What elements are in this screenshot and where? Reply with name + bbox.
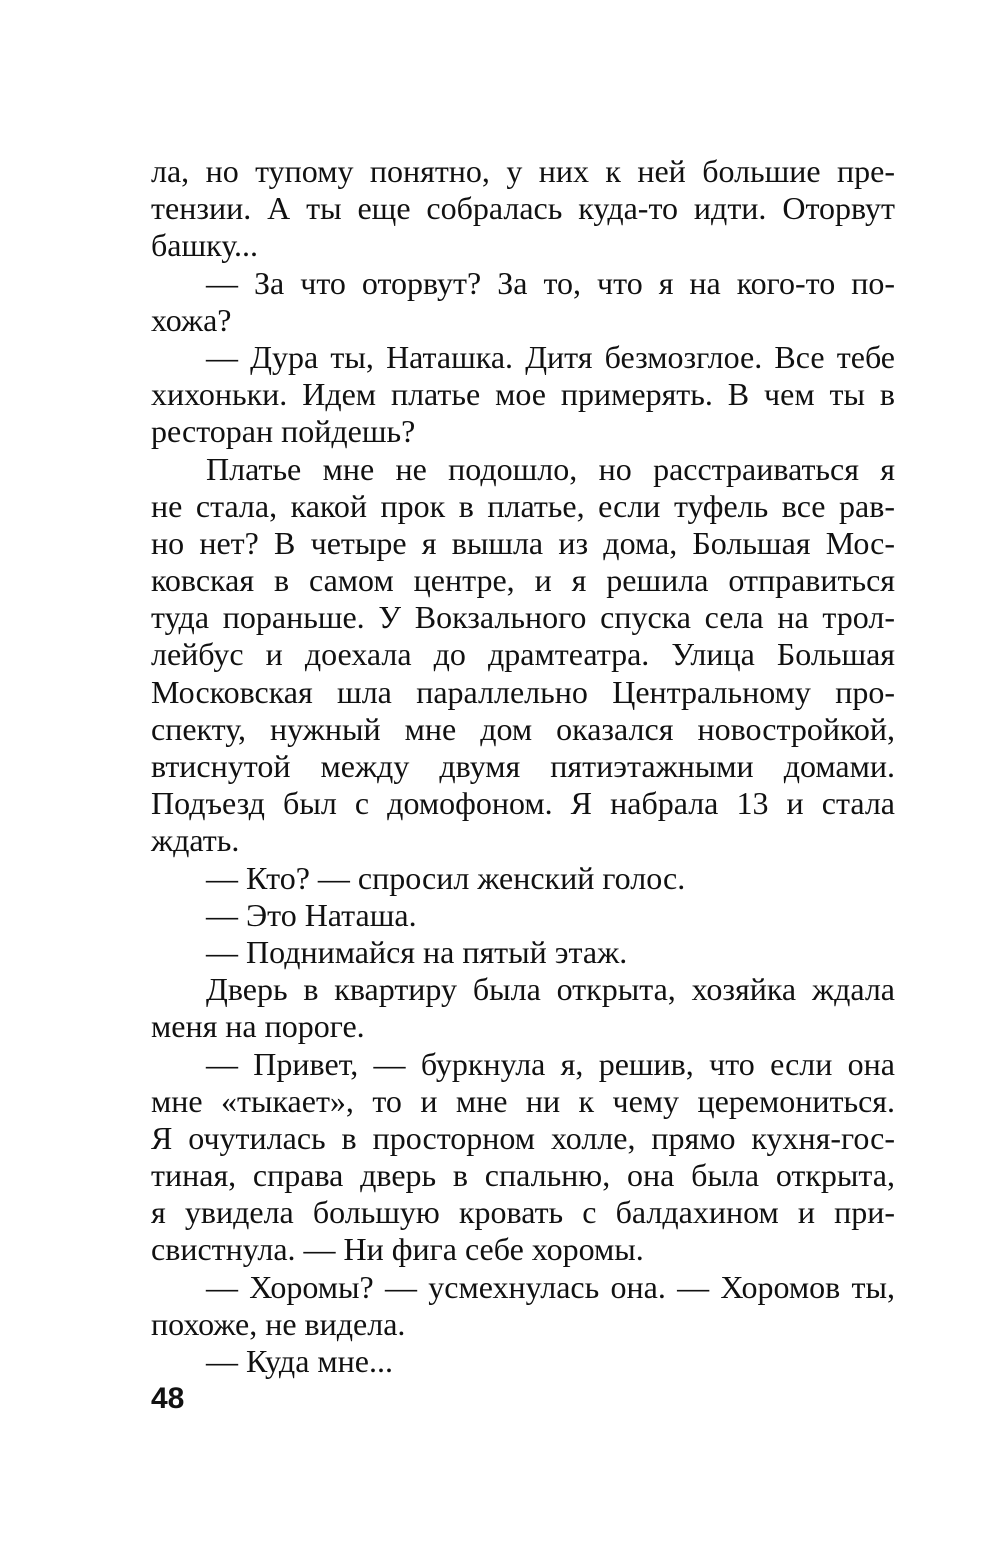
text-line: свистнула. — Ни фига себе хоромы. [151, 1231, 644, 1268]
text-line: Я очутилась в просторном холле, прямо кухня-гос- [151, 1119, 895, 1156]
text-line: Дверь в квартиру была открыта, хозяйка ждала [206, 971, 895, 1008]
text-line: — Кто? — спросил женский голос. [206, 859, 686, 896]
text-line: — Привет, — буркнула я, решив, что если она [206, 1045, 895, 1082]
text-line: не стала, какой прок в платье, если туфель все рав- [151, 487, 895, 524]
text-line: тензии. А ты еще собралась куда-то идти. Оторвут [151, 190, 895, 227]
body-text [151, 153, 895, 1380]
text-line: ждать. [151, 822, 240, 859]
text-line: ковская в самом центре, и я решила отправиться [151, 562, 895, 599]
text-line: — Хоромы? — усмехнулась она. — Хоромов ты, [206, 1268, 895, 1305]
text-line: хожа? [151, 301, 232, 338]
text-line: мне «тыкает», то и мне ни к чему церемониться. [151, 1082, 895, 1119]
text-line: ла, но тупому понятно, у них к ней большие пре- [151, 153, 895, 189]
page-number: 48 [151, 1382, 185, 1415]
text-line: лейбус и доехала до драмтеатра. Улица Большая [151, 636, 895, 673]
text-line: — Куда мне... [206, 1343, 393, 1379]
text-line: Подъезд был с домофоном. Я набрала 13 и стала [151, 785, 895, 822]
text-line: втиснутой между двумя пятиэтажными домами. [151, 748, 895, 784]
text-line: — Это Наташа. [206, 896, 417, 933]
text-line: похоже, не видела. [151, 1305, 406, 1342]
text-line: хихоньки. Идем платье мое примерять. В чем ты в [151, 376, 895, 413]
text-line: Московская шла параллельно Центральному про- [151, 673, 895, 710]
text-line: туда пораньше. У Вокзального спуска села на трол- [151, 599, 895, 636]
text-line: — За что оторвут? За то, что я на кого-то по- [206, 264, 895, 301]
text-line: — Поднимайся на пятый этаж. [206, 933, 628, 970]
text-line: спекту, нужный мне дом оказался новостройкой, [151, 710, 895, 747]
text-line: башку... [151, 227, 259, 264]
text-line: меня на пороге. [151, 1008, 365, 1045]
text-line: — Дура ты, Наташка. Дитя безмозглое. Все тебе [206, 338, 895, 375]
text-line: я увидела большую кровать с балдахином и при- [151, 1194, 895, 1231]
text-line: ресторан пойдешь? [151, 413, 416, 450]
text-line: Платье мне не подошло, но расстраиваться я [206, 450, 895, 487]
text-line: тиная, справа дверь в спальню, она была открыта, [151, 1157, 895, 1194]
text-line: но нет? В четыре я вышла из дома, Большая Мос- [151, 524, 895, 561]
